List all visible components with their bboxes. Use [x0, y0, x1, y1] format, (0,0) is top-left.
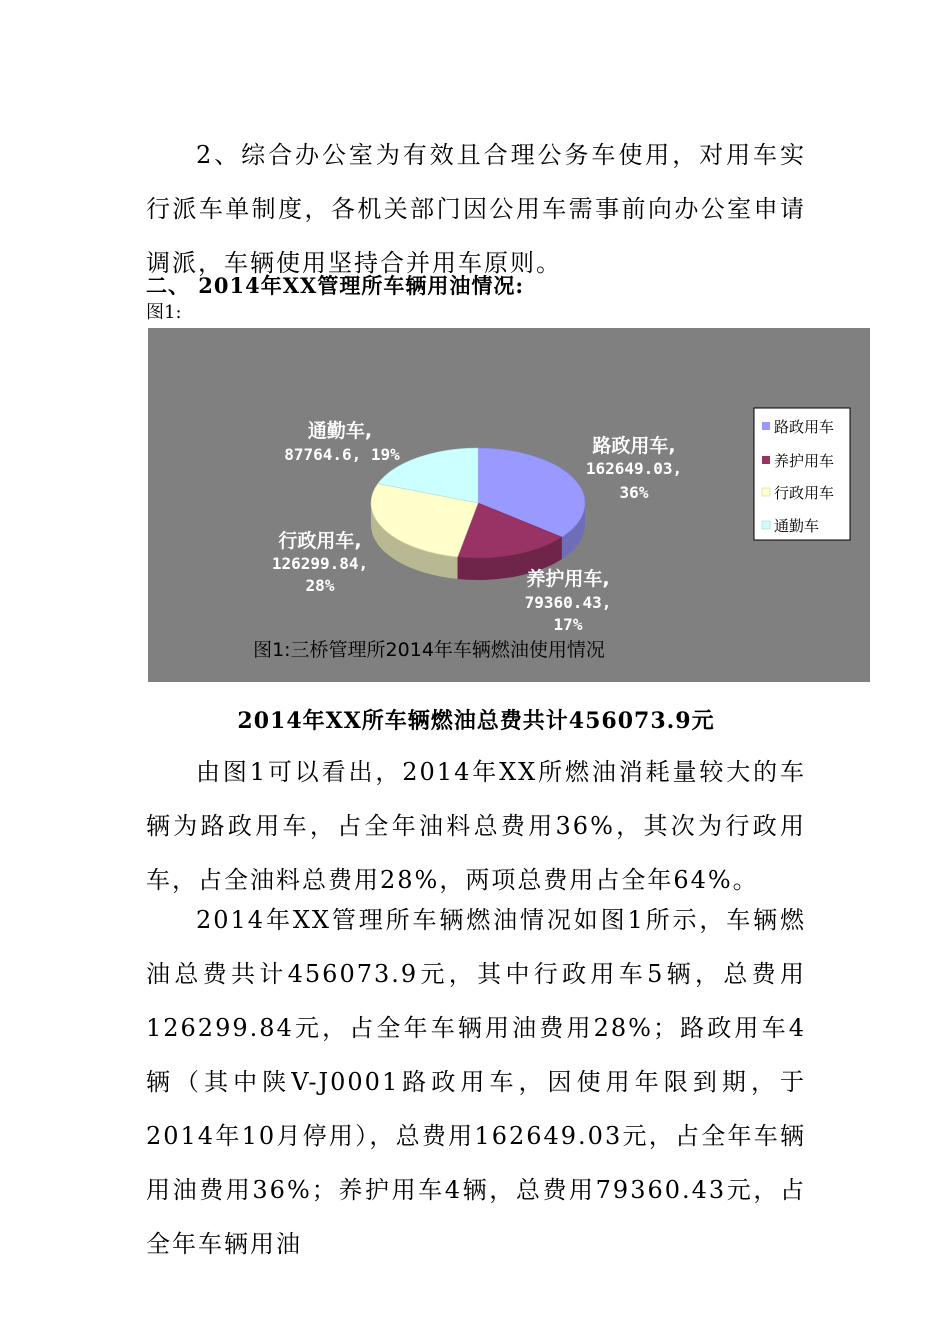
paragraph-office-policy [146, 128, 806, 290]
figure-label: 图1: [146, 302, 182, 323]
legend-swatch-yanghu [762, 456, 770, 464]
legend-swatch-xingzheng [762, 488, 770, 496]
legend-swatch-tongqin [762, 521, 770, 529]
paragraph-details-text: 2014年XX管理所车辆燃油情况如图1所示，车辆燃油总费共计456073.9元，其中行政用车5辆，总费用126299.84元，占全年车辆用油费用28%；路政用车4辆（其中陕V-J0001路政用车，因使用年限到期，于2014年10月停用），总费用162649.03元，占全年车辆用油费用36%；养护用车4辆，总费用79360.43元，占全年车辆用油 [146, 906, 806, 1258]
data-label-luzheng-value: 162649.03, [585, 459, 683, 478]
fuel-pie-chart [148, 328, 870, 682]
legend-item-tongqin: 通勤车 [774, 517, 820, 535]
data-label-xingzheng-percent: 28% [305, 576, 335, 595]
paragraph-office-policy-text: 2、综合办公室为有效且合理公务车使用，对用车实行派车单制度，各机关部门因公用车需事前向办公室申请调派，车辆使用坚持合并用车原则。 [146, 141, 806, 277]
data-label-luzheng-name: 路政用车, [592, 435, 676, 457]
fuel-pie-chart-svg [148, 328, 870, 682]
paragraph-details [146, 893, 806, 1271]
section-heading: 二、 2014年XX管理所车辆用油情况: [146, 273, 525, 298]
paragraph-analysis [146, 745, 806, 907]
data-label-tongqin-name: 通勤车, [307, 420, 373, 442]
legend-item-yanghu: 养护用车 [774, 452, 835, 470]
legend-swatch-luzheng [762, 422, 770, 430]
data-label-yanghu-percent: 17% [553, 615, 583, 634]
data-label-yanghu-value: 79360.43, [524, 593, 612, 612]
data-label-luzheng-percent: 36% [619, 483, 649, 502]
fuel-total-summary: 2014年XX所车辆燃油总费共计456073.9元 [237, 708, 715, 734]
data-label-xingzheng-name: 行政用车, [278, 530, 362, 552]
chart-legend [754, 408, 850, 540]
legend-item-luzheng: 路政用车 [774, 418, 835, 436]
pie-tops [371, 448, 585, 558]
chart-title: 图1:三桥管理所2014年车辆燃油使用情况 [253, 639, 605, 661]
paragraph-analysis-text: 由图1可以看出，2014年XX所燃油消耗量较大的车辆为路政用车，占全年油料总费用36%，其次为行政用车，占全油料总费用28%，两项总费用占全年64%。 [146, 758, 806, 894]
legend-item-xingzheng: 行政用车 [774, 484, 835, 502]
data-label-xingzheng-value: 126299.84, [271, 554, 369, 573]
data-label-tongqin-value: 87764.6, 19% [284, 445, 400, 464]
data-label-yanghu-name: 养护用车, [526, 568, 610, 590]
